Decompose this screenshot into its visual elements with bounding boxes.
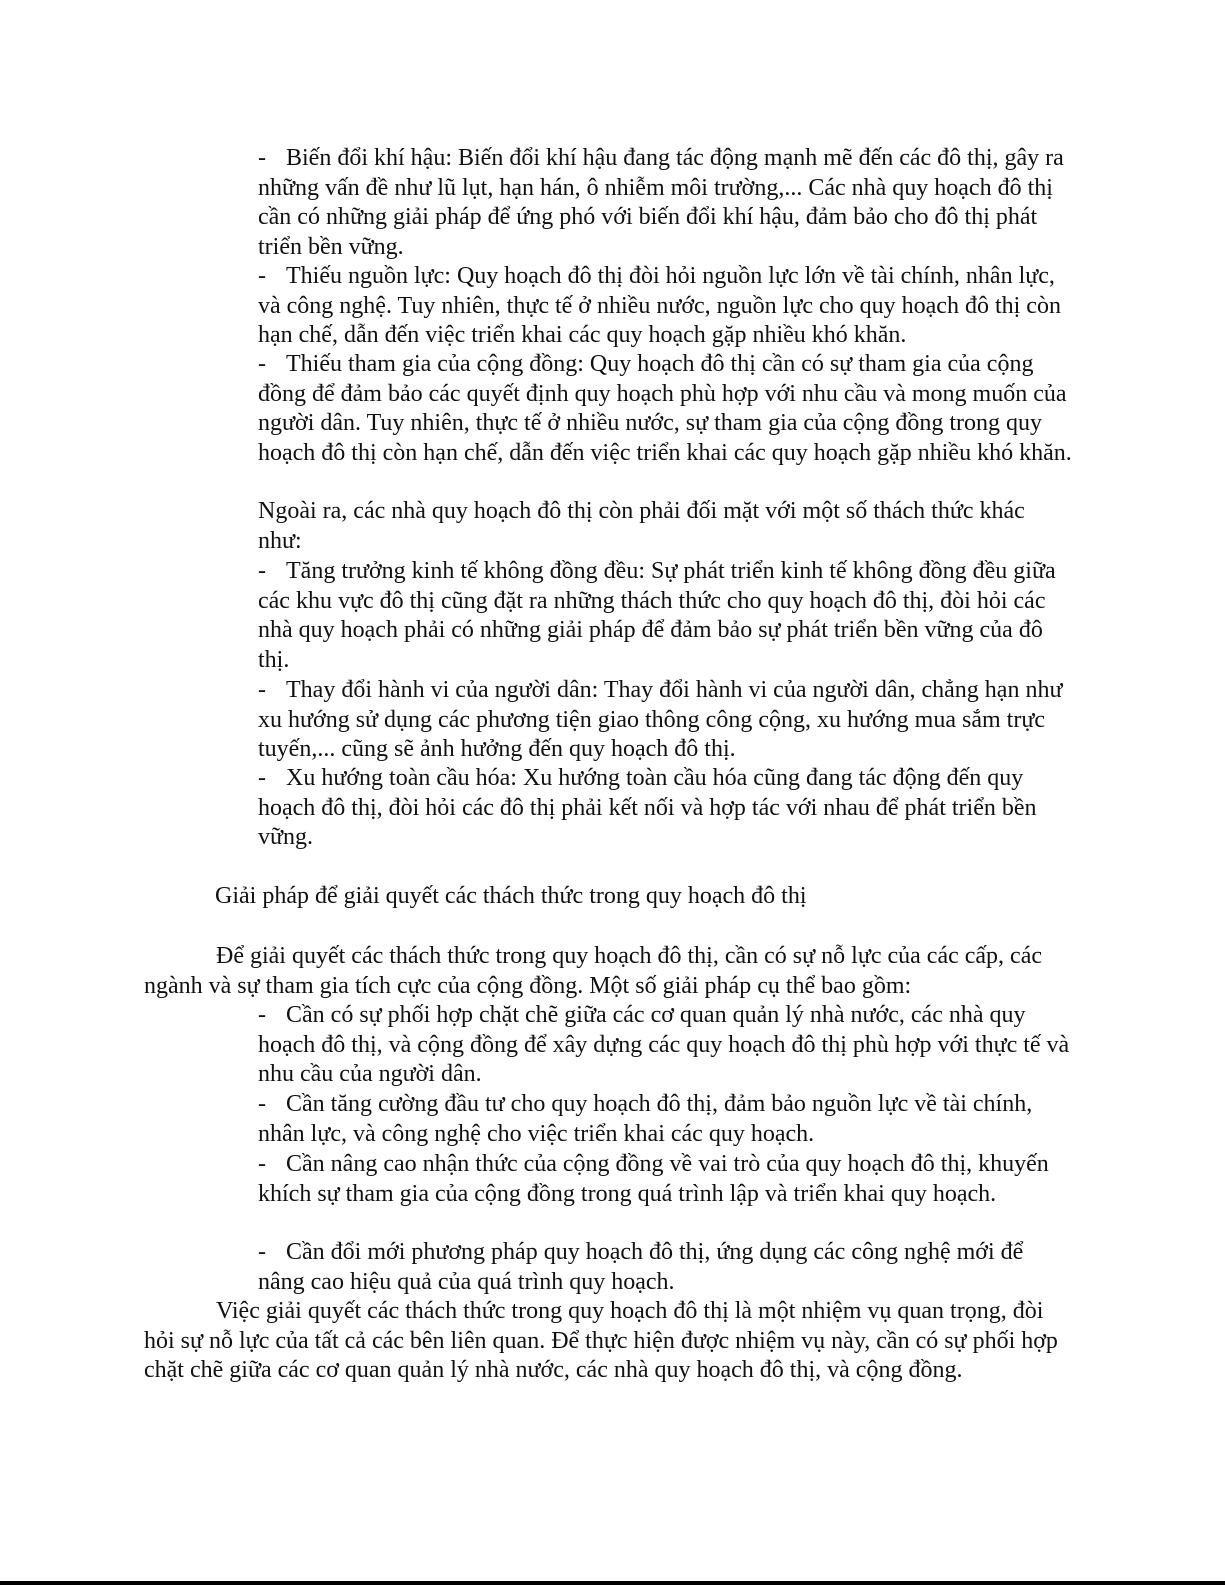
list-item-text: Cần đổi mới phương pháp quy hoạch đô thị, ứng dụng các công nghệ mới để nâng cao hiệu quả của quá trình quy hoạch.: [258, 1239, 1024, 1295]
list-item: [258, 144, 1074, 262]
list-item: [258, 1090, 1074, 1149]
bullet-dash: -: [258, 677, 266, 703]
list-item-text: Thiếu tham gia của cộng đồng: Quy hoạch đô thị cần có sự tham gia của cộng đồng để đảm bảo các quyết định quy hoạch phù hợp với nhu cầu và mong muốn của người dân. Tuy nhiên, thực tế ở nhiều nước, sự tham gia của cộng đồng trong quy hoạch đô thị còn hạn chế, dẫn đến việc triển khai các quy hoạch gặp nhiều khó khăn.: [258, 351, 1072, 466]
bullet-dash: -: [258, 765, 266, 791]
list-item-text: Cần tăng cường đầu tư cho quy hoạch đô thị, đảm bảo nguồn lực về tài chính, nhân lực, và công nghệ cho việc triển khai các quy hoạch.: [258, 1091, 1033, 1147]
list-item: [258, 350, 1074, 468]
solutions-intro: Để giải quyết các thách thức trong quy hoạch đô thị, cần có sự nỗ lực của các cấp, các ngành và sự tham gia tích cực của cộng đồng. Một số giải pháp cụ thể bao gồm:: [144, 943, 1043, 999]
list-item: [258, 1150, 1074, 1209]
list-item-text: Thiếu nguồn lực: Quy hoạch đô thị đòi hỏi nguồn lực lớn về tài chính, nhân lực, và công nghệ. Tuy nhiên, thực tế ở nhiều nước, nguồn lực cho quy hoạch đô thị còn hạn chế, dẫn đến việc triển khai các quy hoạch gặp nhiều khó khăn.: [258, 263, 1061, 348]
bullet-dash: -: [258, 1002, 266, 1028]
list-item: [258, 1001, 1074, 1090]
list-item-text: Cần có sự phối hợp chặt chẽ giữa các cơ quan quản lý nhà nước, các nhà quy hoạch đô thị, và cộng đồng để xây dựng các quy hoạch đô thị phù hợp với thực tế và nhu cầu của người dân.: [258, 1002, 1070, 1087]
list-item: [258, 764, 1074, 853]
bullet-dash: -: [258, 263, 266, 289]
list-item-text: Biến đổi khí hậu: Biến đổi khí hậu đang tác động mạnh mẽ đến các đô thị, gây ra những vấn đề như lũ lụt, hạn hán, ô nhiễm môi trường,... Các nhà quy hoạch đô thị cần có những giải pháp để ứng phó với biến đổi khí hậu, đảm bảo cho đô thị phát triển bền vững.: [258, 145, 1064, 260]
section-heading: Giải pháp để giải quyết các thách thức trong quy hoạch đô thị: [215, 883, 807, 909]
list-item-text: Cần nâng cao nhận thức của cộng đồng về vai trò của quy hoạch đô thị, khuyến khích sự tham gia của cộng đồng trong quá trình lập và triển khai quy hoạch.: [258, 1151, 1049, 1207]
list-item: [258, 262, 1074, 351]
bullet-dash: -: [258, 1091, 266, 1117]
conclusion-paragraph: Việc giải quyết các thách thức trong quy hoạch đô thị là một nhiệm vụ quan trọng, đòi hỏi sự nỗ lực của tất cả các bên liên quan. Để thực hiện được nhiệm vụ này, cần có sự phối hợp chặt chẽ giữa các cơ quan quản lý nhà nước, các nhà quy hoạch đô thị, và cộng đồng.: [144, 1298, 1058, 1383]
bullet-dash: -: [258, 1151, 266, 1177]
bottom-border: [0, 1581, 1225, 1585]
list-item-text: Thay đổi hành vi của người dân: Thay đổi hành vi của người dân, chẳng hạn như xu hướng sử dụng các phương tiện giao thông công cộng, xu hướng mua sắm trực tuyến,... cũng sẽ ảnh hưởng đến quy hoạch đô thị.: [258, 677, 1063, 762]
bullet-dash: -: [258, 145, 266, 171]
other-challenges-intro: Ngoài ra, các nhà quy hoạch đô thị còn phải đối mặt với một số thách thức khác như:: [258, 498, 1025, 554]
list-item: [258, 1238, 1074, 1297]
bullet-dash: -: [258, 1239, 266, 1265]
list-item-text: Xu hướng toàn cầu hóa: Xu hướng toàn cầu hóa cũng đang tác động đến quy hoạch đô thị, đòi hỏi các đô thị phải kết nối và hợp tác với nhau để phát triển bền vững.: [258, 765, 1037, 850]
bullet-dash: -: [258, 351, 266, 377]
list-item: [258, 557, 1074, 675]
list-item: [258, 676, 1074, 765]
bullet-dash: -: [258, 558, 266, 584]
list-item-text: Tăng trưởng kinh tế không đồng đều: Sự phát triển kinh tế không đồng đều giữa các khu vực đô thị cũng đặt ra những thách thức cho quy hoạch đô thị, đòi hỏi các nhà quy hoạch phải có những giải pháp để đảm bảo sự phát triển bền vững của đô thị.: [258, 558, 1056, 673]
